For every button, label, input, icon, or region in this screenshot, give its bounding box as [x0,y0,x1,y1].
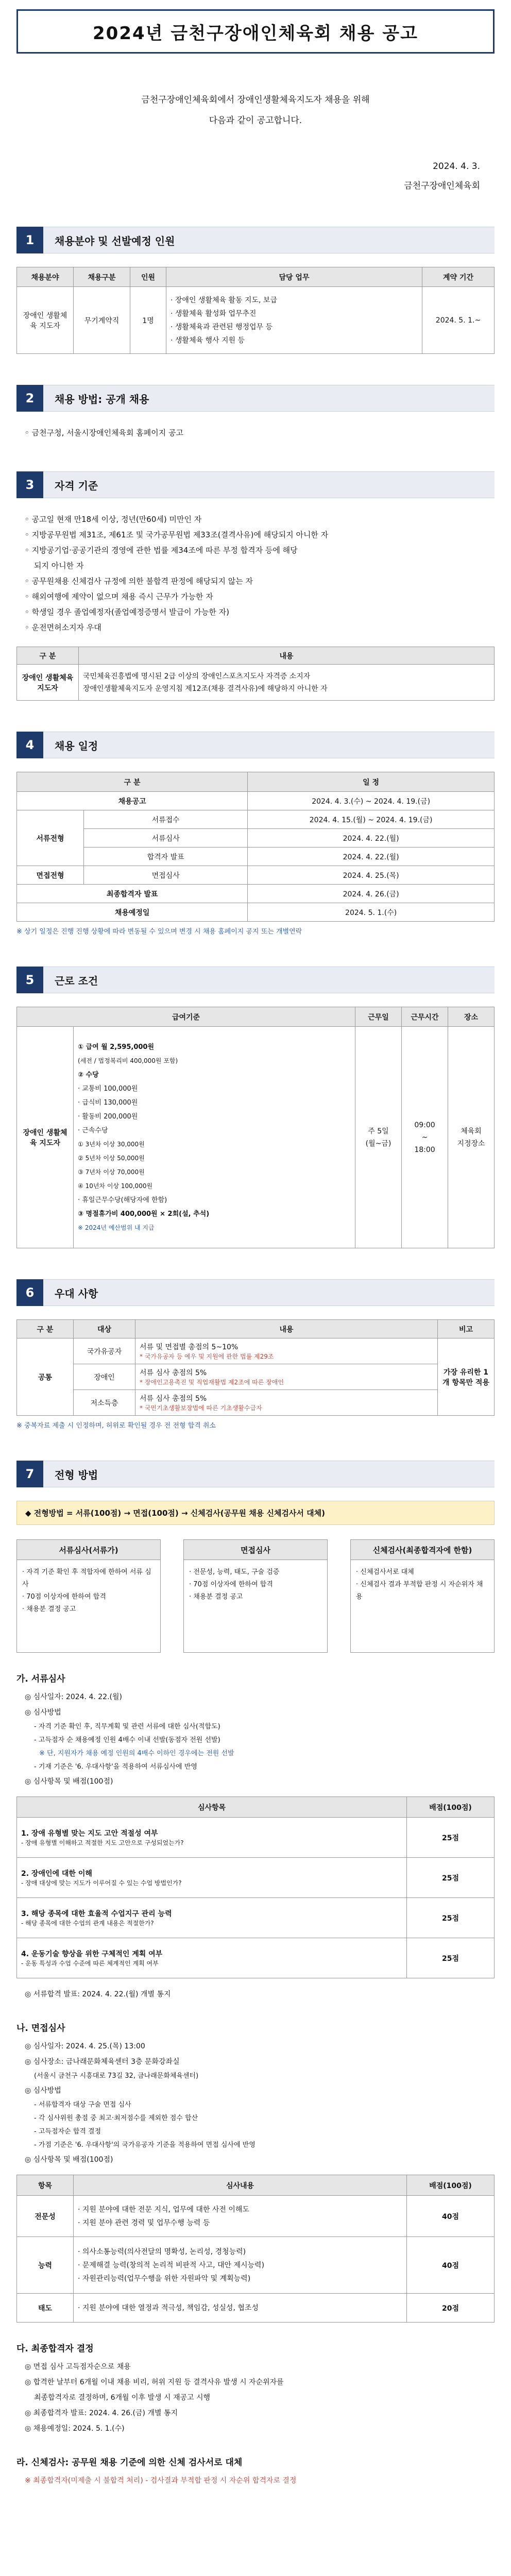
pay-line: ① 3년차 이상 30,000원 [78,1140,145,1148]
page-title: 2024년 금천구장애인체육회 채용 공고 [93,23,418,44]
score-item [17,1898,407,1938]
schedule-value: 2024. 4. 15.(월) ~ 2024. 4. 19.(금) [248,810,495,829]
schedule-label: 채용공고 [17,792,248,810]
content-cell [135,1338,438,1364]
stage-line: · 신체검사서로 대체 [356,1568,414,1576]
detail-line: - 가점 기준은 '6. 우대사항'의 국가유공자 기준을 적용하여 면접 심사에 반영 [34,2141,256,2149]
criteria-category: 전문성 [17,2196,74,2237]
bullet-line: ◦ 운전면허소지자 우대 [25,623,101,632]
pay-line: · 교통비 100,000원 [78,1084,138,1093]
title-box [16,9,495,54]
score-item-title: 2. 장애인에 대한 이해 [21,1870,92,1878]
content-line: 서류 및 면접별 총점의 5~10% [140,1343,239,1351]
score-value: 40점 [407,2196,495,2237]
schedule-note: ※ 상기 일정은 진행 진행 상황에 따라 변동될 수 있으며 변경 시 채용 홈페이지 공지 또는 개별연락 [16,928,302,936]
criteria-line: · 지원 분야에 대한 전문 지식, 업무에 대한 사전 이해도 [78,2205,249,2214]
detail-line: ◎ 심사장소: 금나래문화체육센터 3층 문화강좌실 [25,2058,180,2066]
section-title: 채용 일정 [55,739,98,752]
duty-item: · 생활체육 활성화 업무추진 [171,309,257,318]
detail-line: 최종합격자로 결정하며, 6개월 이후 발생 시 재공고 시행 [34,2394,211,2402]
detail-line: (서울시 금천구 시흥대로 73길 32, 금나래문화체육센터) [34,2072,199,2080]
section-number: 4 [16,732,43,758]
place-cell [448,1027,495,1248]
intro-line: 다음과 같이 공고합니다. [209,115,302,126]
stage-boxes [16,1539,495,1653]
count-cell: 1명 [130,287,166,354]
days-cell [355,1027,402,1248]
detail-line: ◎ 면접 심사 고득점자순으로 채용 [25,2363,131,2371]
detail-line: - 서류합격자 대상 구술 면접 심사 [34,2101,131,2109]
detail-line: - 기재 기준은 '6. 우대사항'을 적용하여 서류심사에 반영 [34,1763,197,1771]
subsection-title: 나. 면접심사 [16,2023,65,2033]
subsection-title: 다. 최종합격자 결정 [16,2344,94,2354]
bullet-line: ◦ 학생일 경우 졸업예정자(졸업예정증명서 발급이 가능한 자) [25,607,229,617]
stage-interview [183,1539,328,1653]
col-header: 심사항목 [17,1797,407,1818]
detail-line: ◎ 심사일자: 2024. 4. 25.(목) 13:00 [25,2042,145,2050]
subsection-title: 라. 신체검사: 공무원 채용 기준에 의한 신체 검사서로 대체 [16,2458,243,2468]
section-number: 5 [16,967,43,993]
section-number: 3 [16,471,43,498]
bullet-line: ◦ 공무원채용 신체검사 규정에 의한 불합격 판정에 해당되지 않는 자 [25,577,253,586]
period-cell: 2024. 5. 1.~ [422,287,495,354]
score-value: 20점 [407,2294,495,2323]
bullet-line: ◦ 공고일 현재 만18세 이상, 정년(만60세) 미만인 자 [25,515,202,524]
pay-line: (세전 / 법정복리비 400,000원 포함) [78,1057,178,1064]
col-header: 비고 [438,1320,495,1338]
col-header: 대상 [74,1320,135,1338]
detail-line: ◎ 심사방법 [25,1708,61,1717]
criteria-line: · 지원 분야에 대한 열정과 적극성, 책임감, 성실성, 협조성 [78,2303,259,2312]
criteria-content [74,2196,407,2237]
section-title: 근로 조건 [55,974,98,987]
pay-line: ③ 7년차 이상 70,000원 [78,1168,145,1176]
stage-header: 면접심사 [183,1539,328,1560]
schedule-sublabel: 합격자 발표 [84,848,248,866]
section-header [16,732,495,758]
criteria-line: · 의사소통능력(의사전달의 명확성, 논리성, 경청능력) [78,2247,246,2256]
section-body [25,425,486,440]
col-header: 일 정 [248,772,495,792]
section-7 [16,1461,495,2488]
col-header: 채용구분 [74,267,130,287]
score-value: 25점 [407,1818,495,1858]
type-cell: 무기계약직 [74,287,130,354]
schedule-value: 2024. 4. 25.(목) [248,866,495,885]
col-header: 배점(100점) [407,2175,495,2196]
pay-line: ※ 2024년 예산범위 내 지급 [78,1224,155,1231]
section-number: 6 [16,1279,43,1306]
field-cell: 장애인 생활체육 지도자 [17,1027,74,1248]
section-6 [16,1279,495,1430]
col-header: 인원 [130,267,166,287]
schedule-sublabel: 서류심사 [84,829,248,848]
detail-line: ◎ 합격한 날부터 6개월 이내 채용 비리, 허위 지원 등 결격사유 발생 시 자순위자를 [25,2378,284,2386]
score-item-desc: - 운동 특성과 수업 수준에 따른 체계적인 계획 여부 [21,1960,159,1967]
schedule-table [16,772,495,922]
col-header: 구 분 [17,647,79,665]
schedule-value: 2024. 4. 22.(월) [248,829,495,848]
section-header [16,385,495,412]
criteria-category: 태도 [17,2294,74,2323]
section-number: 2 [16,385,43,412]
content-line: 서류 심사 총점의 5% [140,1369,207,1377]
conditions-table [16,1007,495,1248]
content-note: * 장애인고용촉진 및 직업재활법 제2조에 따른 장애인 [140,1379,284,1386]
stage-body [183,1560,328,1653]
pay-cell [74,1027,355,1248]
section-title: 채용 방법: 공개 채용 [55,393,149,405]
score-item-title: 4. 운동기술 향상을 위한 구체적인 계획 여부 [21,1950,163,1958]
hours-line: 09:00 [414,1121,435,1129]
schedule-label: 면접전형 [17,866,84,885]
stage-line: · 70점 이상자에 한하여 합격 [189,1581,273,1588]
subsection-title: 가. 서류심사 [16,1674,65,1684]
duty-item: · 생활체육 행사 지원 등 [171,336,245,345]
section-number: 7 [16,1461,43,1487]
stage-line: · 채용분 결정 공고 [22,1605,76,1613]
qual-line: 국민체육진흥법에 명시된 2급 이상의 장애인스포츠지도사 자격증 소지자 [83,672,311,681]
duties-cell [166,287,422,354]
bullet-line: ◦ 해외여행에 제약이 없으며 채용 즉시 근무가 가능한 자 [25,592,213,601]
criteria-line: · 자원관리능력(업무수행을 위한 자원파악 및 계획능력) [78,2274,251,2283]
target-cell: 국가유공자 [74,1338,135,1364]
document-score-table [16,1797,495,1978]
pay-line: · 근속수당 [78,1126,108,1134]
field-cell: 장애인 생활체육 지도자 [17,287,74,354]
col-header: 구 분 [17,1320,74,1338]
score-value: 40점 [407,2237,495,2294]
group-cell: 공통 [17,1338,74,1416]
score-item-desc: - 장애 유형별 이해하고 적절한 지도 고안으로 구성되었는가? [21,1839,184,1846]
section-title: 채용분야 및 선발예정 인원 [55,234,175,247]
score-item-desc: - 장애 대상에 맞는 지도가 이루어질 수 있는 수업 방법인가? [21,1879,182,1887]
place-line: 지정장소 [457,1139,485,1148]
bullet-line: ◦ 지방공기업·공공기관의 경영에 관한 법률 제34조에 따른 부정 합격자 등에 해당 [25,546,298,555]
col-header: 항목 [17,2175,74,2196]
pay-line: · 급식비 130,000원 [78,1098,138,1107]
col-header: 구 분 [17,772,248,792]
detail-line: - 자격 기준 확인 후, 직무계획 및 관련 서류에 대한 심사(적합도) [34,1723,220,1731]
section-title: 자격 기준 [55,479,98,492]
bullet-line: ◦ 금천구청, 서울시장애인체육회 홈페이지 공고 [25,428,183,437]
score-item-title: 1. 장애 유형별 맞는 지도 고안 적절성 여부 [21,1829,158,1838]
detail-line: ※ 최종합격자(미제출 시 불합격 처리) - 검사결과 부적합 판정 시 자순위 합격자로 결정 [25,2477,297,2485]
org-name: 금천구장애인체육회 [404,181,480,191]
score-value: 25점 [407,1938,495,1978]
bullet-line: ◦ 지방공무원법 제31조, 제61조 및 국가공무원법 제33조(결격사유)에 해당되지 아니한 자 [25,530,329,539]
col-header: 담당 업무 [166,267,422,287]
stage-medical [350,1539,495,1653]
interview-score-table [16,2175,495,2323]
score-item-title: 3. 해당 종목에 대한 효율적 수업지구 관리 능력 [21,1910,172,1918]
selection-flow: ◆ 전형방법 = 서류(100점) → 면접(100점) → 신체검사(공무원 채용 신체검사서 대체) [16,1501,495,1525]
qual-line: 장애인생활체육지도자 운영지침 제12조(채용 결격사유)에 해당하지 아니한 자 [83,684,328,693]
duty-item: · 생활체육과 관련된 행정업무 등 [171,323,273,331]
section-header [16,1279,495,1306]
pay-line: ① 급여 월 2,595,000원 [78,1043,155,1051]
section-1 [16,227,495,354]
stage-header: 서류심사(서류가) [16,1539,161,1560]
schedule-label: 채용예정일 [17,903,248,922]
schedule-sublabel: 면접심사 [84,866,248,885]
detail-line: ◎ 심사일자: 2024. 4. 22.(월) [25,1693,122,1701]
stage-body [16,1560,161,1653]
detail-line: ◎ 심사항목 및 배점(100점) [25,1777,113,1786]
pay-line: ② 5년차 이상 50,000원 [78,1154,145,1162]
pay-line: ④ 10년차 이상 100,000원 [78,1182,153,1190]
place-line: 체육회 [461,1127,482,1136]
content-cell [135,1390,438,1416]
score-item [17,1938,407,1978]
pay-line: · 휴일근무수당(해당자에 한함) [78,1196,167,1204]
pay-line: ② 수당 [78,1071,99,1079]
content-note: * 국민기초생활보장법에 따른 기초생활수급자 [140,1404,262,1412]
criteria-content [74,2294,407,2323]
section-3 [16,471,495,701]
score-item [17,1858,407,1898]
hours-cell [402,1027,448,1248]
content-cell [135,1364,438,1390]
criteria-line: · 문제해결 능력(창의적 논리적 비판적 사고, 대안 제시능력) [78,2261,265,2269]
section-body [25,512,486,635]
detail-line: ◎ 최종합격자 발표: 2024. 4. 26.(금) 개별 통지 [25,2409,178,2417]
col-header: 내용 [79,647,495,665]
section-4 [16,732,495,936]
preference-note: ※ 중복자료 제출 시 인정하며, 허위로 확인될 경우 전 전형 합격 취소 [16,1422,216,1430]
stage-document [16,1539,161,1653]
qual-content [79,665,495,701]
criteria-line: · 지원 분야 관련 경력 및 업무수행 능력 등 [78,2218,210,2227]
detail-line: - 각 심사위원 총점 중 최고·최저점수를 제외한 점수 합산 [34,2114,198,2122]
stage-line: · 전문성, 능력, 태도, 구술 검증 [189,1568,280,1576]
qualification-table [16,647,495,701]
schedule-sublabel: 서류접수 [84,810,248,829]
section-header [16,227,495,253]
content-note: * 국가유공자 등 예우 및 지원에 관한 법률 제29조 [140,1353,274,1360]
stage-body [350,1560,495,1653]
col-header: 급여기준 [17,1007,355,1027]
date-block [0,157,480,196]
col-header: 장소 [448,1007,495,1027]
score-item-desc: - 해당 종목에 대한 수업의 관계 내용은 적절한가? [21,1920,154,1927]
hours-line: 18:00 [414,1145,435,1154]
col-header: 배점(100점) [407,1797,495,1818]
col-header: 근무일 [355,1007,402,1027]
section-header [16,967,495,993]
col-header: 채용분야 [17,267,74,287]
section-2 [16,385,495,440]
schedule-value: 2024. 4. 3.(수) ~ 2024. 4. 19.(금) [248,792,495,810]
intro-text [0,90,511,131]
schedule-label: 서류전형 [17,810,84,866]
detail-line: ◎ 심사항목 및 배점(100점) [25,2156,113,2164]
hours-line: ~ [421,1133,428,1142]
content-line: 서류 심사 총점의 5% [140,1395,207,1403]
days-line: 주 5일 [368,1127,389,1136]
qual-label: 장애인 생활체육 지도자 [17,665,79,701]
preference-table [16,1319,495,1416]
detail-line: - 고득점자 순 채용예정 인원 4배수 이내 선발(동점자 전원 선발) [34,1736,220,1744]
detail-line: ◎ 채용예정일: 2024. 5. 1.(수) [25,2425,125,2433]
stage-line: · 신체검사 결과 부적합 판정 시 자순위자 채용 [356,1581,483,1601]
col-header: 내용 [135,1320,438,1338]
target-cell: 장애인 [74,1364,135,1390]
detail-line: ◎ 심사방법 [25,2087,61,2095]
schedule-value: 2024. 5. 1.(수) [248,903,495,922]
col-header: 심사내용 [74,2175,407,2196]
days-line: (월~금) [365,1139,391,1148]
score-item [17,1818,407,1858]
score-value: 25점 [407,1858,495,1898]
notice-date: 2024. 4. 3. [433,161,480,172]
intro-line: 금천구장애인체육회에서 장애인생활체육지도자 채용을 위해 [141,95,370,105]
target-cell: 저소득층 [74,1390,135,1416]
col-header: 근무시간 [402,1007,448,1027]
section-number: 1 [16,227,43,253]
criteria-content [74,2237,407,2294]
section-5 [16,967,495,1248]
section-title: 우대 사항 [55,1287,98,1300]
criteria-category: 능력 [17,2237,74,2294]
schedule-value: 2024. 4. 26.(금) [248,885,495,903]
schedule-value: 2024. 4. 22.(월) [248,848,495,866]
bullet-line: 되지 아니한 자 [34,561,84,570]
pay-line: ③ 명절휴가비 400,000원 × 2회(설, 추석) [78,1210,210,1218]
stage-line: · 채용분 결정 공고 [189,1593,243,1601]
section-title: 전형 방법 [55,1468,98,1481]
detail-line: ※ 단, 지원자가 채용 예정 인원의 4배수 이하인 경우에는 전원 선발 [39,1750,234,1757]
detail-line: - 고득점자순 합격 결정 [34,2128,101,2136]
duty-item: · 장애인 생활체육 활동 지도, 보급 [171,296,277,304]
section-header [16,1461,495,1487]
stage-header: 신체검사(최종합격자에 한함) [350,1539,495,1560]
section-header [16,471,495,498]
recruit-table [16,267,495,354]
col-header: 계약 기간 [422,267,495,287]
detail-line: ◎ 서류합격 발표: 2024. 4. 22.(월) 개별 통지 [25,1990,171,1998]
remark-cell: 가장 유리한 1개 항목만 적용 [438,1338,495,1416]
score-value: 25점 [407,1898,495,1938]
pay-line: · 활동비 200,000원 [78,1112,138,1121]
stage-line: · 자격 기준 확인 후 적합자에 한하여 서류 심사 [22,1568,151,1588]
stage-line: · 70점 이상자에 한하여 합격 [22,1593,106,1601]
schedule-label: 최종합격자 발표 [17,885,248,903]
